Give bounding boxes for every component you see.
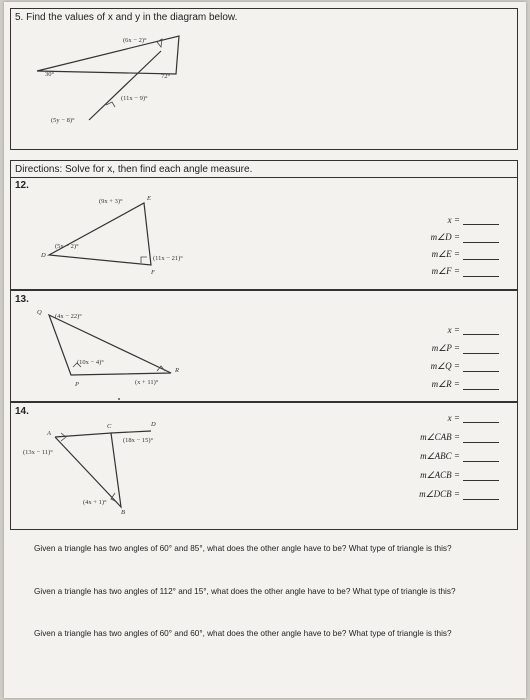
- angle-label-left: (5x − 2)°: [55, 243, 79, 250]
- answer-angle-r: m∠R =: [432, 379, 499, 390]
- angle-label-bottom: (5y − 8)°: [51, 117, 75, 124]
- angle-label-left: (13x − 11)°: [23, 449, 53, 456]
- answer-angle-abc: m∠ABC =: [420, 451, 499, 462]
- vertex-f: F: [151, 269, 155, 276]
- vertex-d: D: [41, 252, 46, 259]
- answer-x: x =: [448, 215, 499, 225]
- vertex-b: B: [121, 509, 125, 516]
- question-2: Given a triangle has two angles of 112° and 15°, what does the other angle have to be? What type of triangle is this?: [34, 587, 456, 596]
- answer-angle-d: m∠D =: [431, 232, 499, 243]
- angle-label-middle: (11x − 9)°: [121, 95, 148, 102]
- angle-label-left: (10x − 4)°: [77, 359, 104, 366]
- problem-5-header: 5. Find the values of x and y in the diagram below.: [15, 12, 238, 23]
- worksheet-page: [4, 2, 526, 698]
- problem-12-box: [10, 160, 518, 290]
- answer-x: x =: [448, 413, 499, 423]
- angle-label-right: 72°: [161, 73, 171, 80]
- problem-5-box: [10, 8, 518, 150]
- answer-angle-p: m∠P =: [432, 343, 499, 354]
- vertex-a: A: [47, 430, 51, 437]
- angle-label-top: (4x − 22)°: [55, 313, 82, 320]
- question-3: Given a triangle has two angles of 60° and 60°, what does the other angle have to be? What type of triangle is this?: [34, 629, 452, 638]
- angle-label-right: (11x − 21)°: [153, 255, 183, 262]
- angle-label-right: (x + 11)°: [135, 379, 159, 386]
- angle-label-top: (9x + 3)°: [99, 198, 123, 205]
- answer-angle-acb: m∠ACB =: [420, 470, 499, 481]
- problem-14-triangle: [11, 403, 519, 531]
- vertex-e: E: [147, 195, 151, 202]
- vertex-d: D: [151, 421, 156, 428]
- problem-13-box: [10, 290, 518, 402]
- answer-angle-f: m∠F =: [432, 266, 499, 277]
- angle-label-left: 30°: [45, 71, 55, 78]
- answer-angle-cab: m∠CAB =: [420, 432, 499, 443]
- angle-label-bottom: (4x + 1)°: [83, 499, 107, 506]
- problem-13-number: 13.: [15, 294, 29, 305]
- answer-angle-e: m∠E =: [432, 249, 499, 260]
- answer-x: x =: [448, 325, 499, 335]
- directions-text: Directions: Solve for x, then find each angle measure.: [15, 164, 253, 175]
- problem-14-number: 14.: [15, 406, 29, 417]
- angle-label-right: (18x − 15)°: [123, 437, 154, 444]
- problem-12-number: 12.: [15, 180, 29, 191]
- answer-angle-dcb: m∠DCB =: [419, 489, 499, 500]
- answer-angle-q: m∠Q =: [431, 361, 499, 372]
- vertex-c: C: [107, 423, 112, 430]
- vertex-r: R: [175, 367, 179, 374]
- angle-label-top: (6x − 2)°: [123, 37, 147, 44]
- vertex-q: Q: [37, 309, 42, 316]
- problem-14-box: [10, 402, 518, 530]
- vertex-p: P: [75, 381, 79, 388]
- question-1: Given a triangle has two angles of 60° and 85°, what does the other angle have to be? What type of triangle is this?: [34, 544, 452, 553]
- problem-5-diagram: [11, 9, 519, 151]
